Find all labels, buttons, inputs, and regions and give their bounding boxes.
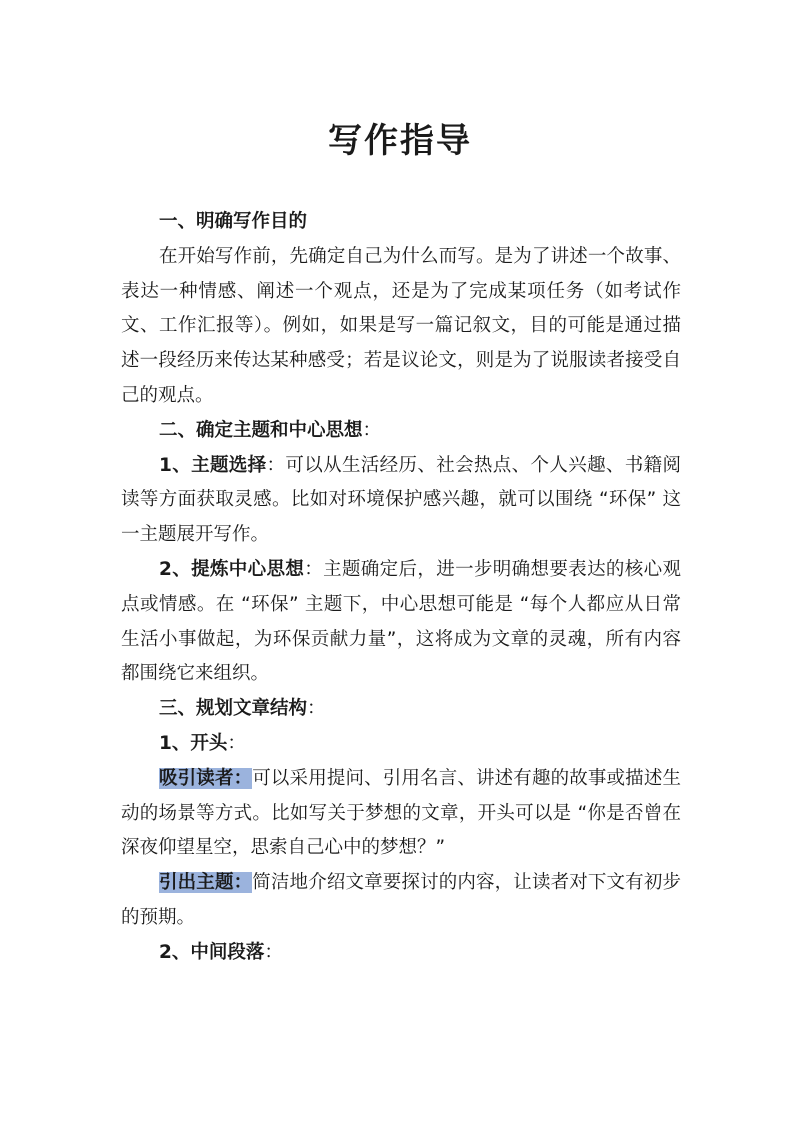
document-body (121, 205, 681, 971)
section-2-item-1-text: ：可以从生活经历、社会热点、个人兴趣、书籍阅读等方面获取灵感。比如对环境保护感兴趣，就可以围绕 “环保” 这一主题展开写作。 (121, 454, 681, 546)
section-3-heading-text: 三、规划文章结构 (159, 698, 308, 720)
section-2-item-1 (121, 449, 681, 553)
section-3-point-1 (121, 762, 681, 866)
section-3-sub-2-label: 2、中间段落 (159, 941, 265, 963)
section-1-heading (121, 205, 681, 240)
point-2-label-text: 引出主题 (159, 872, 234, 894)
section-3-sub-1 (121, 727, 681, 762)
point-1-label-text: 吸引读者 (159, 767, 234, 789)
section-3-sub-1-label: 1、开头 (159, 732, 228, 754)
section-3-sub-1-colon: ： (227, 732, 246, 754)
section-2-item-2 (121, 553, 681, 692)
section-3-point-1-text: 可以采用提问、引用名言、讲述有趣的故事或描述生动的场景等方式。比如写关于梦想的文章，开头可以是 “你是否曾在深夜仰望星空，思索自己心中的梦想？” (121, 767, 681, 859)
section-3-heading (121, 692, 681, 727)
point-1-label-colon: ： (233, 767, 253, 789)
section-2-heading-colon: ： (362, 419, 382, 441)
section-1-heading-text: 一、明确写作目的 (159, 211, 308, 232)
section-3-point-2 (121, 866, 681, 936)
point-2-label-colon: ： (233, 872, 253, 894)
section-3-heading-colon: ： (307, 698, 326, 720)
highlighted-label-introduce-topic (159, 872, 252, 893)
section-2-item-1-label: 1、主题选择 (159, 454, 267, 476)
section-2-heading-text: 二、确定主题和中心思想 (159, 419, 363, 441)
highlighted-label-attract-readers (159, 768, 252, 789)
section-3-sub-2 (121, 936, 681, 971)
section-2-heading (121, 414, 681, 449)
document-title: 写作指导 (328, 121, 472, 161)
section-2-item-2-label: 2、提炼中心思想 (159, 558, 305, 580)
section-2-item-2-text: ：主题确定后，进一步明确想要表达的核心观点或情感。在 “环保” 主题下，中心思想可能是 “每个人都应从日常生活小事做起，为环保贡献力量”，这将成为文章的灵魂，所有内容都围绕它来组织。 (121, 558, 681, 685)
section-3-sub-2-colon: ： (264, 941, 283, 963)
section-3-point-2-text: 简洁地介绍文章要探讨的内容，让读者对下文有初步的预期。 (121, 872, 681, 928)
section-1-paragraph: 在开始写作前，先确定自己为什么而写。是为了讲述一个故事、表达一种情感、阐述一个观点，还是为了完成某项任务（如考试作文、工作汇报等）。例如，如果是写一篇记叙文，目的可能是通过描述一段经历来传达某种感受；若是议论文，则是为了说服读者接受自己的观点。 (121, 245, 681, 406)
